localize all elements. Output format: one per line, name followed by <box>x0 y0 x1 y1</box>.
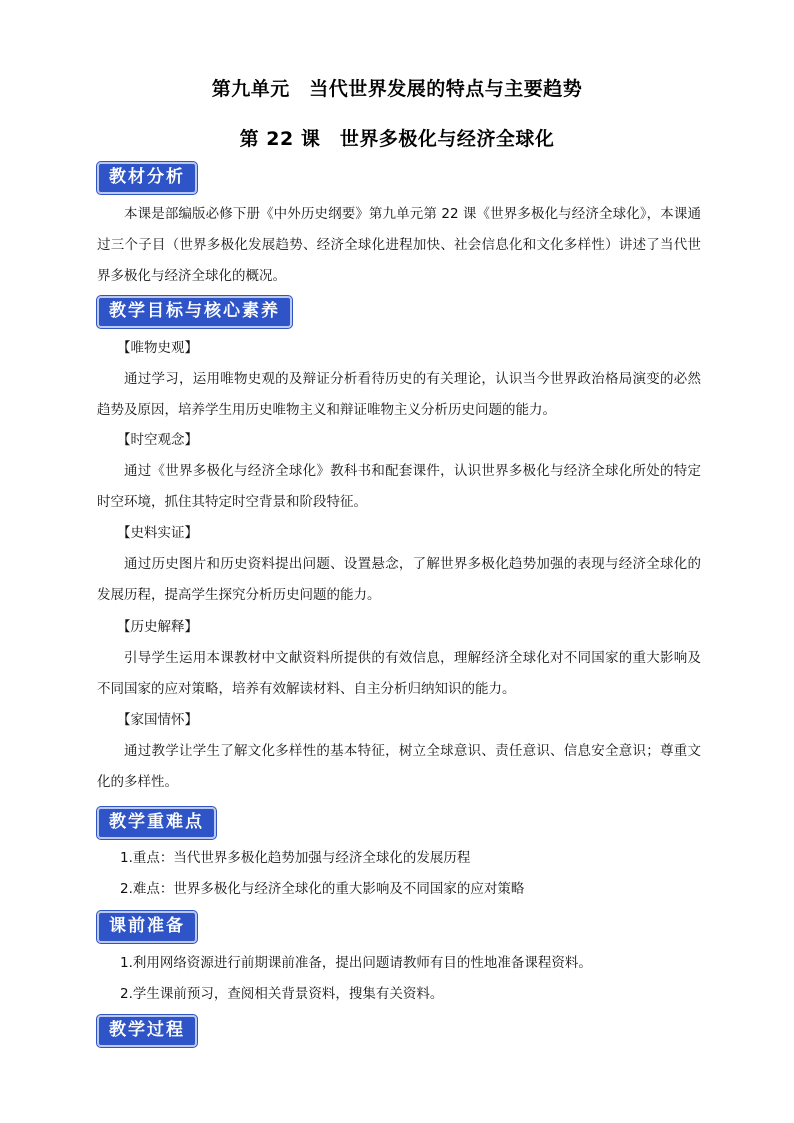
section-badge-process: 教学过程 <box>97 1015 197 1047</box>
section-badge-goals: 教学目标与核心素养 <box>97 296 292 328</box>
preparation-line-2: 2.学生课前预习，查阅相关背景资料，搜集有关资料。 <box>120 986 444 1002</box>
unit-title: 第九单元 当代世界发展的特点与主要趋势 <box>211 78 583 100</box>
goal-heading-interpretation: 【历史解释】 <box>117 619 198 635</box>
lesson-title: 第 22 课 世界多极化与经济全球化 <box>239 128 555 150</box>
goal-heading-spacetime: 【时空观念】 <box>117 432 198 448</box>
goal-heading-materialism: 【唯物史观】 <box>117 340 198 356</box>
section-badge-preparation: 课前准备 <box>97 911 197 943</box>
goal-text-materialism: 通过学习，运用唯物史观的及辩证分析看待历史的有关理论，认识当今世界政治格局演变的必然趋势及原因，培养学生用历史唯物主义和辩证唯物主义分析历史问题的能力。 <box>97 371 701 418</box>
keypoint-line-2: 2.难点：世界多极化与经济全球化的重大影响及不同国家的应对策略 <box>120 881 525 897</box>
goal-text-interpretation: 引导学生运用本课教材中文献资料所提供的有效信息，理解经济全球化对不同国家的重大影响及不同国家的应对策略，培养有效解读材料、自主分析归纳知识的能力。 <box>97 650 701 697</box>
goal-text-spacetime: 通过《世界多极化与经济全球化》教科书和配套课件，认识世界多极化与经济全球化所处的特定时空环境，抓住其特定时空背景和阶段特征。 <box>97 463 701 510</box>
goal-heading-patriotism: 【家国情怀】 <box>117 712 198 728</box>
analysis-paragraph: 本课是部编版必修下册《中外历史纲要》第九单元第 22 课《世界多极化与经济全球化》，本课通过三个子目（世界多极化发展趋势、经济全球化进程加快、社会信息化和文化多样性）讲述了当代世界多极化与经济全球化的概况。 <box>97 206 701 284</box>
section-badge-analysis: 教材分析 <box>97 162 197 194</box>
preparation-line-1: 1.利用网络资源进行前期课前准备，提出问题请教师有目的性地准备课程资料。 <box>120 955 592 971</box>
goal-text-evidence: 通过历史图片和历史资料提出问题、设置悬念，了解世界多极化趋势加强的表现与经济全球化的发展历程，提高学生探究分析历史问题的能力。 <box>97 556 701 603</box>
keypoint-line-1: 1.重点：当代世界多极化趋势加强与经济全球化的发展历程 <box>120 850 471 866</box>
section-badge-keypoints: 教学重难点 <box>97 807 216 839</box>
goal-heading-evidence: 【史料实证】 <box>117 525 198 541</box>
goal-text-patriotism: 通过教学让学生了解文化多样性的基本特征，树立全球意识、责任意识、信息安全意识；尊重文化的多样性。 <box>97 743 701 790</box>
